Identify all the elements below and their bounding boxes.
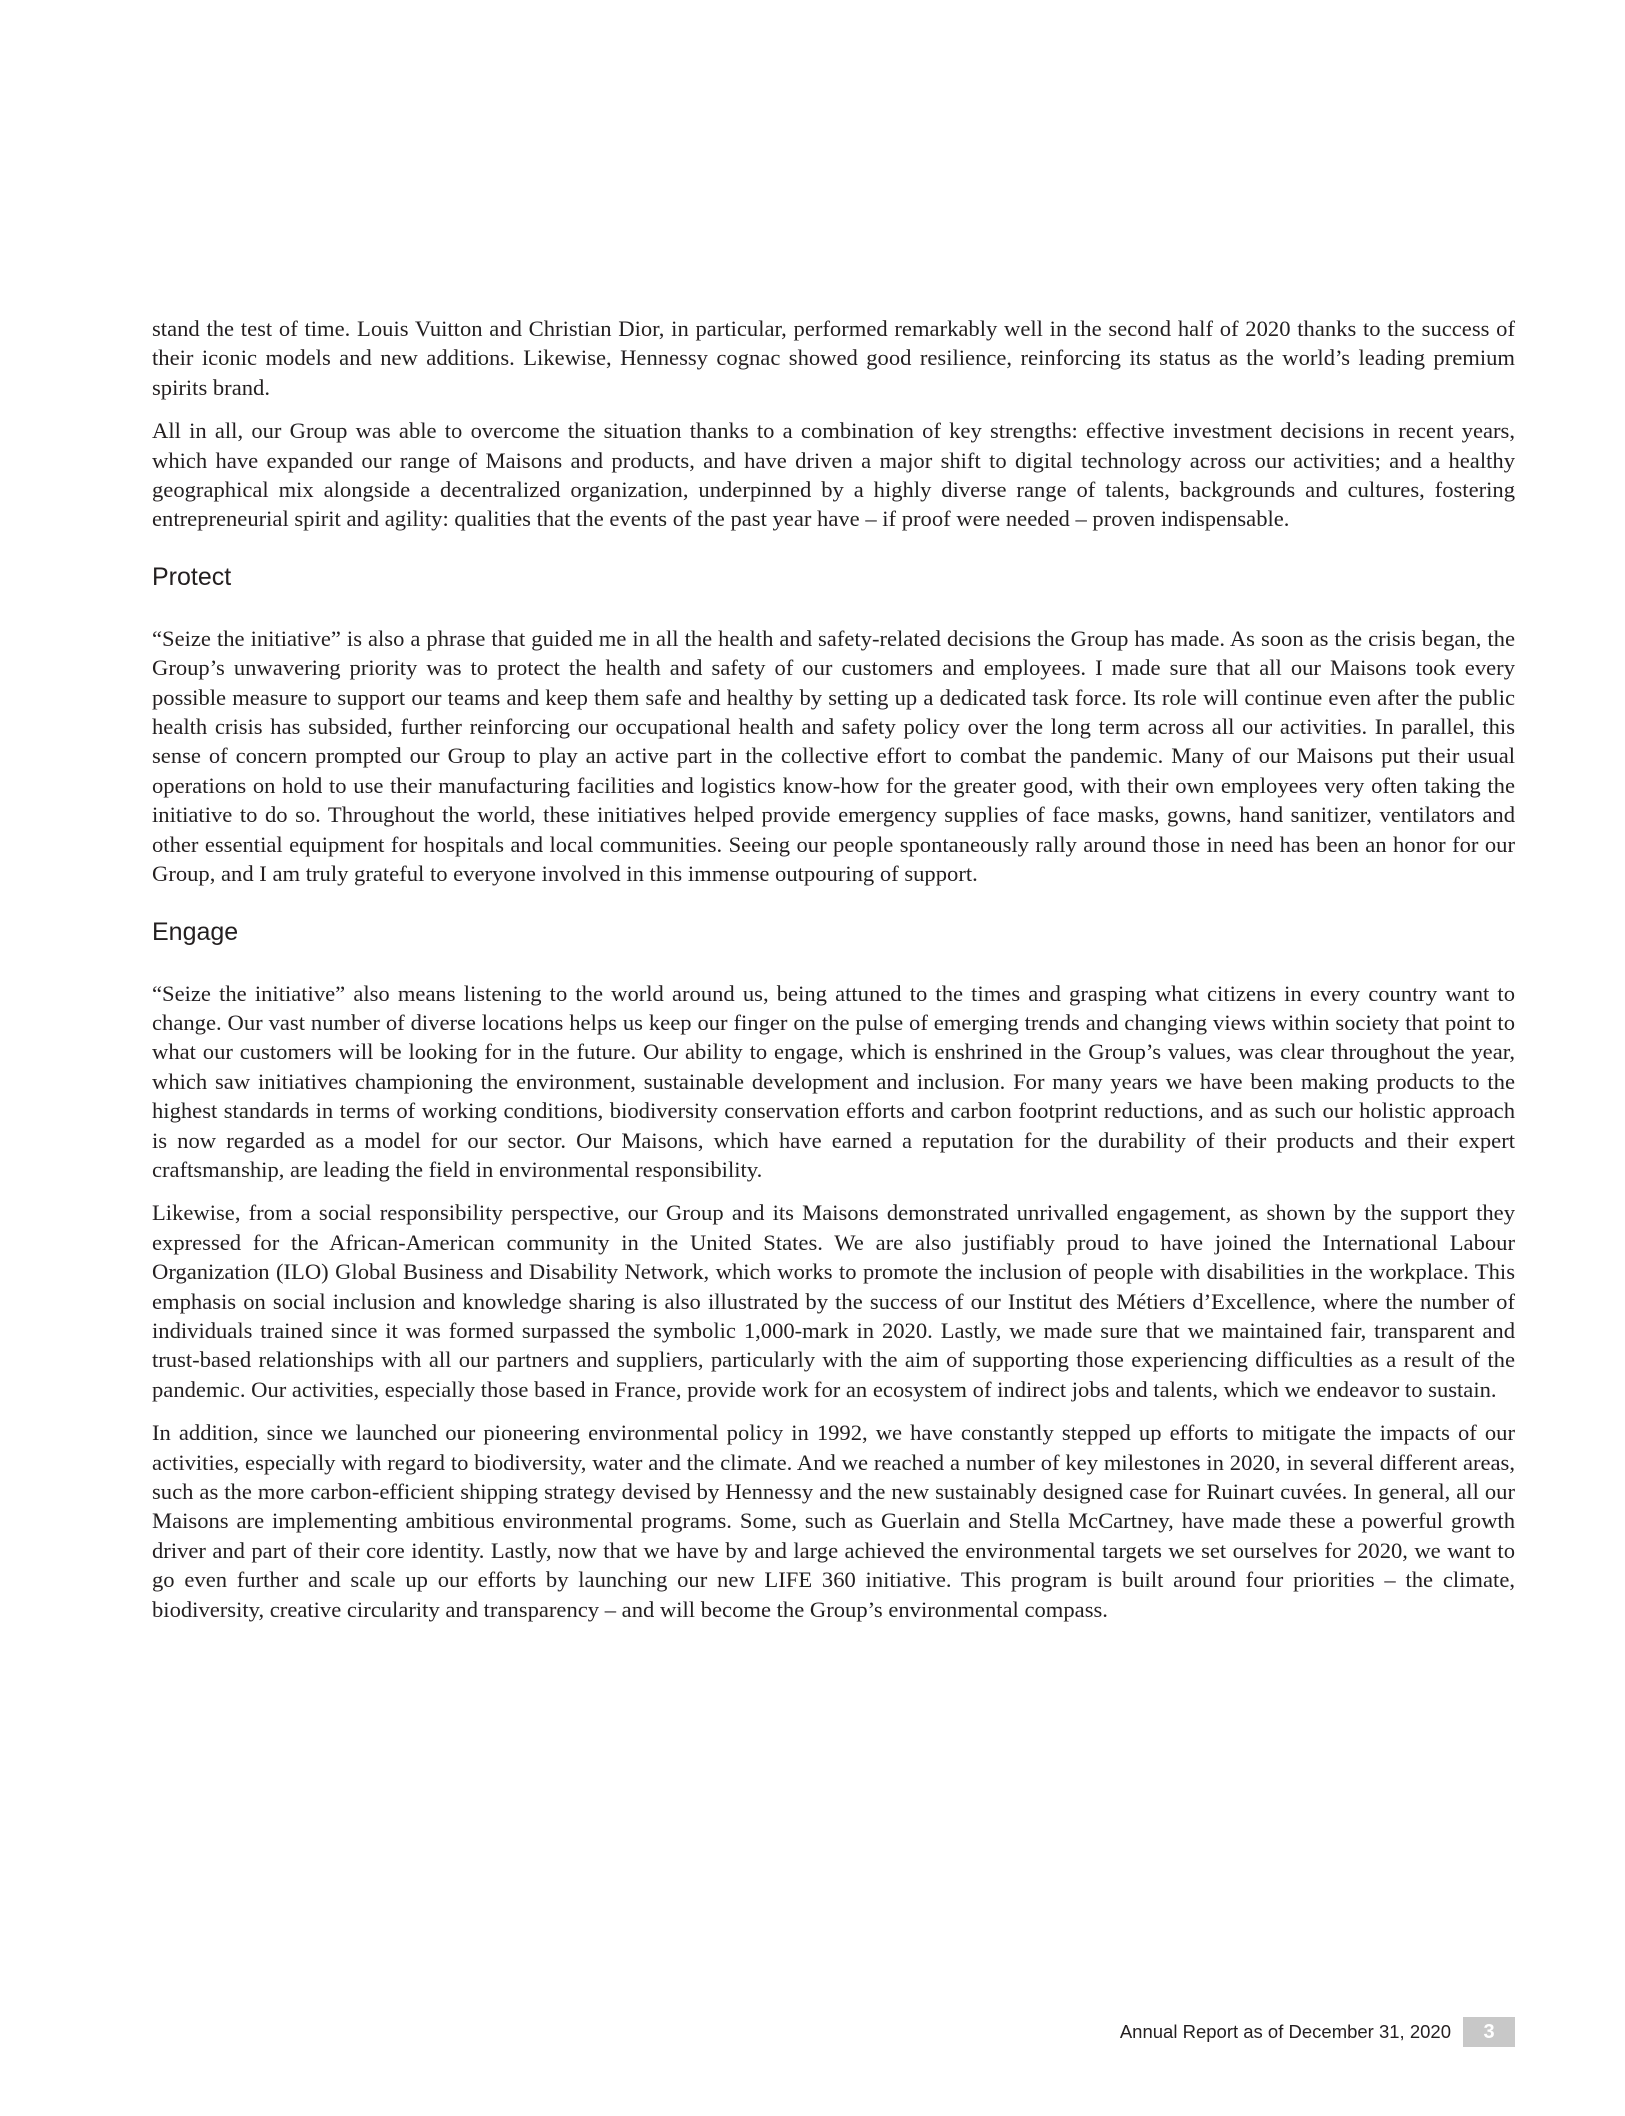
document-body (152, 314, 1515, 1638)
page-number-badge: 3 (1463, 2017, 1515, 2047)
report-date-label: Annual Report as of December 31, 2020 (1119, 2021, 1451, 2042)
protect-paragraph-1: “Seize the initiative” is also a phrase that guided me in all the health and safety-related decisions the Group has made. As soon as the crisis began, the Group’s unwavering priority was to protect the health and safety of our customers and employees. I made sure that all our Maisons took every possible measure to support our teams and keep them safe and healthy by setting up a dedicated task force. Its role will continue even after the public health crisis has subsided, further reinforcing our occupational health and safety policy over the long term across all our activities. In parallel, this sense of concern prompted our Group to play an active part in the collective effort to combat the pandemic. Many of our Maisons put their usual operations on hold to use their manufacturing facilities and logistics know-how for the greater good, with their own employees very often taking the initiative to do so. Throughout the world, these initiatives helped provide emergency supplies of face masks, gowns, hand sanitizer, ventilators and other essential equipment for hospitals and local communities. Seeing our people spontaneously rally around those in need has been an honor for our Group, and I am truly grateful to everyone involved in this immense outpouring of support. (152, 625, 1515, 887)
engage-paragraph-3: In addition, since we launched our pioneering environmental policy in 1992, we have constantly stepped up efforts to mitigate the impacts of our activities, especially with regard to biodiversity, water and the climate. And we reached a number of key milestones in 2020, in several different areas, such as the more carbon-efficient shipping strategy devised by Hennessy and the new sustainably designed case for Ruinart cuvées. In general, all our Maisons are implementing ambitious environmental programs. Some, such as Guerlain and Stella McCartney, have made these a powerful growth driver and part of their core identity. Lastly, now that we have by and large achieved the environmental targets we set ourselves for 2020, we want to go even further and scale up our efforts by launching our new LIFE 360 initiative. This program is built around four priorities – the climate, biodiversity, creative circularity and transparency – and will become the Group’s environmental compass. (152, 1420, 1515, 1622)
section-heading-engage: Engage (152, 917, 239, 946)
engage-paragraph-1: “Seize the initiative” also means listening to the world around us, being attuned to the times and grasping what citizens in every country want to change. Our vast number of diverse locations helps us keep our finger on the pulse of emerging trends and changing views within society that point to what our customers will be looking for in the future. Our ability to engage, which is enshrined in the Group’s values, was clear throughout the year, which saw initiatives championing the environment, sustainable development and inclusion. For many years we have been making products to the highest standards in terms of working conditions, biodiversity conservation efforts and carbon footprint reductions, and as such our holistic approach is now regarded as a model for our sector. Our Maisons, which have earned a reputation for the durability of their products and their expert craftsmanship, are leading the field in environmental responsibility. (152, 980, 1515, 1182)
section-heading-protect: Protect (152, 562, 232, 591)
engage-paragraph-2: Likewise, from a social responsibility perspective, our Group and its Maisons demonstrated unrivalled engagement, as shown by the support they expressed for the African-American community in the United States. We are also justifiably proud to have joined the International Labour Organization (ILO) Global Business and Disability Network, which works to promote the inclusion of people with disabilities in the workplace. This emphasis on social inclusion and knowledge sharing is also illustrated by the success of our Institut des Métiers d’Excellence, where the number of individuals trained since it was formed surpassed the symbolic 1,000-mark in 2020. Lastly, we made sure that we maintained fair, transparent and trust-based relationships with all our partners and suppliers, particularly with the aim of supporting those experiencing difficulties as a result of the pandemic. Our activities, especially those based in France, provide work for an ecosystem of indirect jobs and talents, which we endeavor to sustain. (152, 1200, 1515, 1402)
intro-paragraph-2: All in all, our Group was able to overcome the situation thanks to a combination of key strengths: effective investment decisions in recent years, which have expanded our range of Maisons and products, and have driven a major shift to digital technology across our activities; and a healthy geographical mix alongside a decentralized organization, underpinned by a highly diverse range of talents, backgrounds and cultures, fostering entrepreneurial spirit and agility: qualities that the events of the past year have – if proof were needed – proven indispensable. (152, 418, 1515, 532)
intro-paragraph-1: stand the test of time. Louis Vuitton and Christian Dior, in particular, performed remarkably well in the second half of 2020 thanks to the success of their iconic models and new additions. Likewise, Hennessy cognac showed good resilience, reinforcing its status as the world’s leading premium spirits brand. (152, 316, 1515, 400)
page-footer (1120, 2017, 1515, 2047)
